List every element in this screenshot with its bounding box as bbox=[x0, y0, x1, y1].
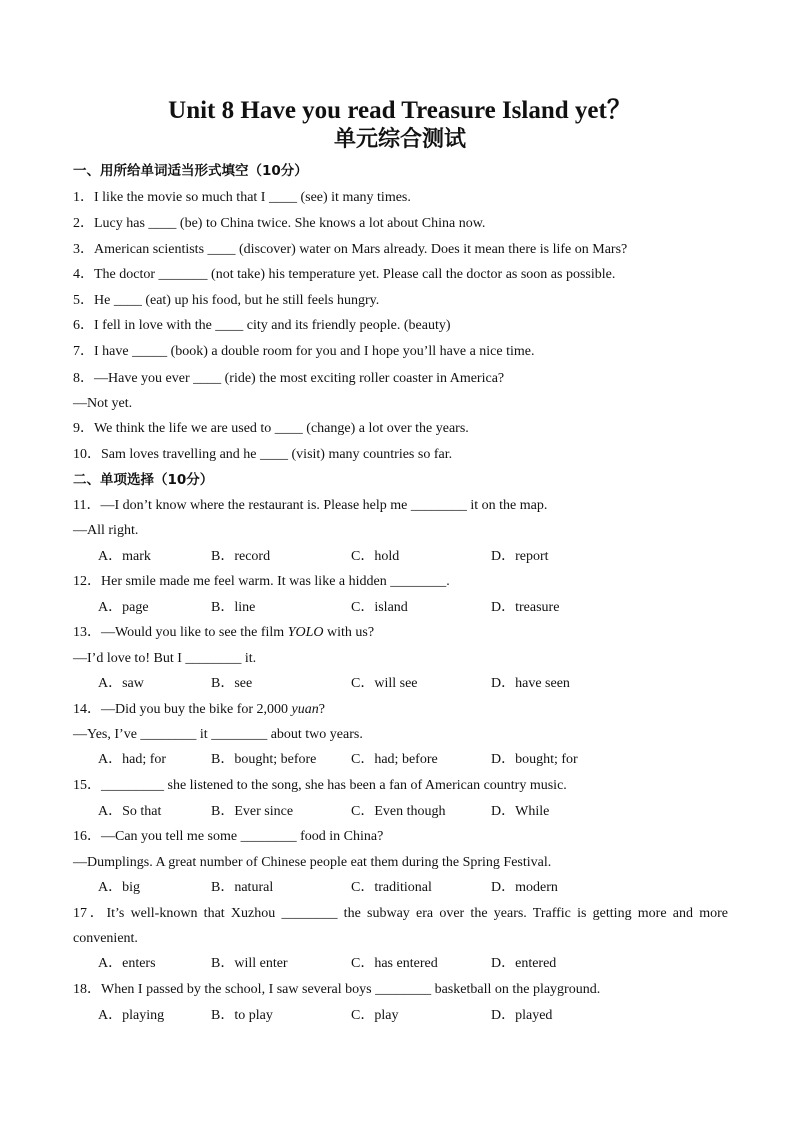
question-16: 16．—Can you tell me some ________ food in China? bbox=[73, 829, 384, 844]
option-d: D．modern bbox=[491, 880, 558, 895]
question-14-options bbox=[98, 750, 698, 770]
option-d: D．While bbox=[491, 804, 550, 819]
option-b: B．bought; before bbox=[211, 752, 317, 767]
option-a: A．playing bbox=[98, 1008, 165, 1023]
currency-word: yuan bbox=[291, 702, 319, 717]
page-title: Unit 8 Have you read Treasure Island yet？ bbox=[168, 97, 632, 124]
option-d: D．treasure bbox=[491, 600, 560, 615]
question-15-options bbox=[98, 802, 698, 822]
question-17-continued: convenient. bbox=[73, 931, 138, 946]
option-d: D．bought; for bbox=[491, 752, 578, 767]
question-3: 3．American scientists ____ (discover) water on Mars already. Does it mean there is life on Mars? bbox=[73, 242, 628, 257]
option-a: A．page bbox=[98, 600, 149, 615]
question-16-options bbox=[98, 878, 698, 898]
question-12-options bbox=[98, 598, 698, 618]
section-heading-multiple-choice: 二、单项选择（10分） bbox=[73, 472, 214, 488]
question-9: 9．We think the life we are used to ____ (change) a lot over the years. bbox=[73, 421, 469, 436]
question-4: 4．The doctor _______ (not take) his temperature yet. Please call the doctor as soon as possible. bbox=[73, 267, 616, 282]
option-b: B．line bbox=[211, 600, 256, 615]
question-18: 18．When I passed by the school, I saw several boys ________ basketball on the playground. bbox=[73, 982, 601, 997]
option-c: C．had; before bbox=[351, 752, 438, 767]
question-16-reply: —Dumplings. A great number of Chinese people eat them during the Spring Festival. bbox=[73, 855, 552, 870]
option-a: A．mark bbox=[98, 549, 151, 564]
question-11-options bbox=[98, 547, 698, 567]
option-a: A．had; for bbox=[98, 752, 167, 767]
option-b: B．natural bbox=[211, 880, 274, 895]
option-b: B．see bbox=[211, 676, 253, 691]
option-c: C．hold bbox=[351, 549, 400, 564]
option-c: C．traditional bbox=[351, 880, 432, 895]
option-a: A．big bbox=[98, 880, 140, 895]
option-d: D．played bbox=[491, 1008, 553, 1023]
question-11: 11．—I don’t know where the restaurant is. Please help me ________ it on the map. bbox=[73, 498, 548, 513]
option-c: C．island bbox=[351, 600, 408, 615]
question-7: 7．I have _____ (book) a double room for you and I hope you’ll have a nice time. bbox=[73, 344, 535, 359]
page-subtitle: 单元综合测试 bbox=[333, 127, 466, 152]
option-c: C．Even though bbox=[351, 804, 446, 819]
question-13-options bbox=[98, 674, 698, 694]
question-17-options bbox=[98, 954, 698, 974]
option-b: B．Ever since bbox=[211, 804, 294, 819]
question-1: 1．I like the movie so much that I ____ (see) it many times. bbox=[73, 190, 411, 205]
question-17: 17．It’s well-known that Xuzhou ________ the subway era over the years. Traffic is getting more and more bbox=[73, 906, 728, 921]
option-a: A．saw bbox=[98, 676, 144, 691]
question-5: 5．He ____ (eat) up his food, but he still feels hungry. bbox=[73, 293, 380, 308]
question-18-options bbox=[98, 1006, 698, 1026]
option-c: C．will see bbox=[351, 676, 418, 691]
option-d: D．entered bbox=[491, 956, 557, 971]
question-6: 6．I fell in love with the ____ city and its friendly people. (beauty) bbox=[73, 318, 451, 333]
question-14-reply: —Yes, I’ve ________ it ________ about two years. bbox=[73, 727, 363, 742]
section-heading-fill-in: 一、用所给单词适当形式填空（10分） bbox=[73, 163, 308, 179]
question-14: 14．—Did you buy the bike for 2,000 yuan? bbox=[73, 702, 325, 717]
option-a: A．enters bbox=[98, 956, 156, 971]
question-13-reply: —I’d love to! But I ________ it. bbox=[73, 651, 257, 666]
question-15: 15．_________ she listened to the song, she has been a fan of American country music. bbox=[73, 778, 567, 793]
option-b: B．record bbox=[211, 549, 271, 564]
question-10: 10．Sam loves travelling and he ____ (visit) many countries so far. bbox=[73, 447, 453, 462]
question-13: 13．—Would you like to see the film YOLO with us? bbox=[73, 625, 375, 640]
question-11-reply: —All right. bbox=[73, 523, 139, 538]
question-8: 8．—Have you ever ____ (ride) the most exciting roller coaster in America? bbox=[73, 371, 505, 386]
option-b: B．to play bbox=[211, 1008, 273, 1023]
film-title: YOLO bbox=[287, 625, 324, 640]
option-c: C．play bbox=[351, 1008, 399, 1023]
question-12: 12．Her smile made me feel warm. It was like a hidden ________. bbox=[73, 574, 450, 589]
option-b: B．will enter bbox=[211, 956, 288, 971]
option-a: A．So that bbox=[98, 804, 162, 819]
option-d: D．report bbox=[491, 549, 549, 564]
question-2: 2．Lucy has ____ (be) to China twice. She knows a lot about China now. bbox=[73, 216, 486, 231]
option-c: C．has entered bbox=[351, 956, 438, 971]
question-8-reply: —Not yet. bbox=[73, 396, 133, 411]
option-d: D．have seen bbox=[491, 676, 570, 691]
